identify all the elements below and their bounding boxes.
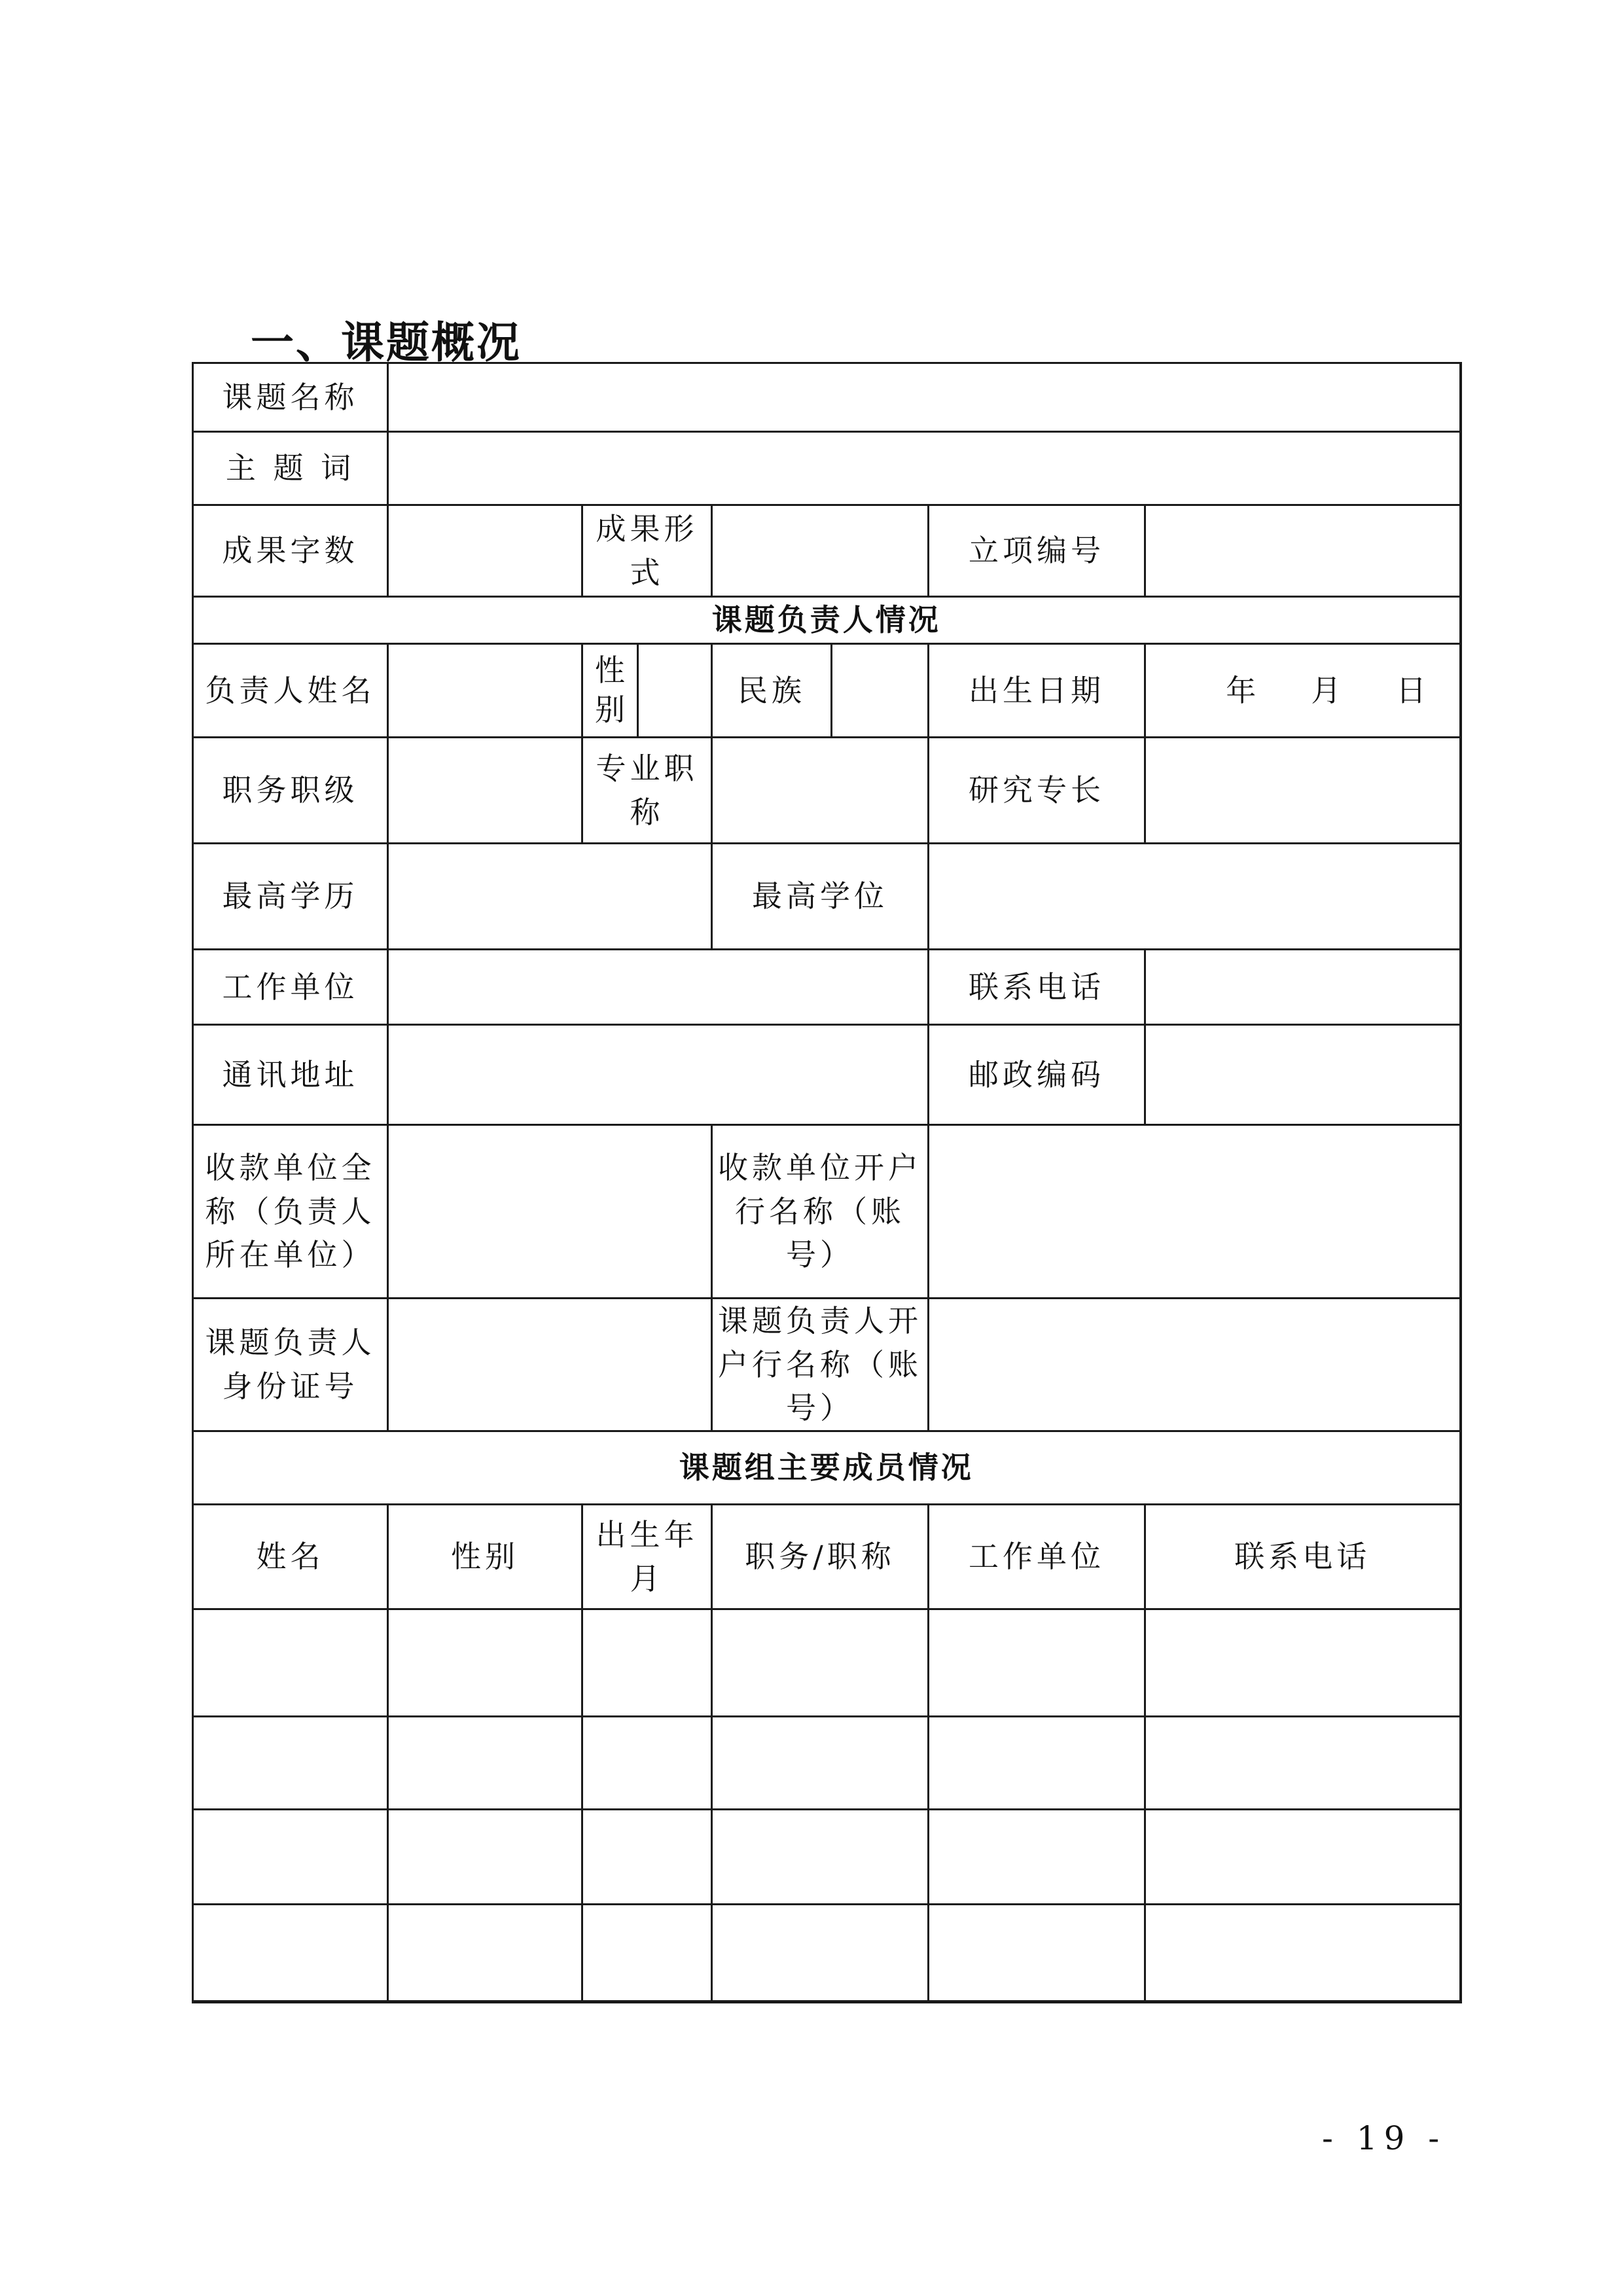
project-number-label: 立项编号	[929, 505, 1145, 597]
specialty-field[interactable]	[1145, 738, 1461, 844]
member-title-cell[interactable]	[712, 1717, 929, 1810]
members-col-gender: 性别	[388, 1505, 582, 1609]
payee-label: 收款单位全称（负责人所在单位）	[193, 1125, 388, 1299]
member-gender-cell[interactable]	[388, 1717, 582, 1810]
member-name-cell[interactable]	[193, 1810, 388, 1905]
member-phone-cell[interactable]	[1145, 1717, 1461, 1810]
leader-bank-field[interactable]	[929, 1299, 1461, 1431]
member-work-unit-cell[interactable]	[929, 1905, 1145, 2002]
leader-bank-label: 课题负责人开户行名称（账号）	[712, 1299, 929, 1431]
member-birth-cell[interactable]	[582, 1717, 712, 1810]
position-field[interactable]	[388, 738, 582, 844]
member-title-cell[interactable]	[712, 1609, 929, 1717]
member-title-cell[interactable]	[712, 1905, 929, 2002]
member-phone-cell[interactable]	[1145, 1905, 1461, 2002]
member-work-unit-cell[interactable]	[929, 1609, 1145, 1717]
work-unit-field[interactable]	[388, 950, 929, 1025]
word-count-field[interactable]	[388, 505, 582, 597]
members-section-heading: 课题组主要成员情况	[193, 1431, 1461, 1505]
work-unit-label: 工作单位	[193, 950, 388, 1025]
member-name-cell[interactable]	[193, 1905, 388, 2002]
result-form-label: 成果形式	[582, 505, 712, 597]
degree-label: 最高学位	[712, 844, 929, 950]
word-count-label: 成果字数	[193, 505, 388, 597]
address-field[interactable]	[388, 1025, 929, 1125]
member-row	[193, 1609, 1461, 1717]
member-row	[193, 1810, 1461, 1905]
day-label: 日	[1396, 672, 1431, 708]
leader-section-heading: 课题负责人情况	[193, 597, 1461, 644]
member-row	[193, 1905, 1461, 2002]
topic-name-label: 课题名称	[193, 363, 388, 432]
address-label: 通讯地址	[193, 1025, 388, 1125]
birth-date-label: 出生日期	[929, 644, 1145, 738]
member-phone-cell[interactable]	[1145, 1609, 1461, 1717]
member-phone-cell[interactable]	[1145, 1810, 1461, 1905]
member-birth-cell[interactable]	[582, 1810, 712, 1905]
members-col-title: 职务/职称	[712, 1505, 929, 1609]
gender-label: 性别	[582, 644, 638, 738]
project-overview-form	[192, 362, 1462, 2003]
page-number: - 19 -	[1322, 2119, 1446, 2157]
month-label: 月	[1311, 672, 1346, 708]
degree-field[interactable]	[929, 844, 1461, 950]
keywords-label: 主 题 词	[193, 432, 388, 505]
id-number-field[interactable]	[388, 1299, 712, 1431]
member-name-cell[interactable]	[193, 1717, 388, 1810]
birth-date-field[interactable]	[1145, 644, 1461, 738]
title-field[interactable]	[712, 738, 929, 844]
phone-field[interactable]	[1145, 950, 1461, 1025]
education-field[interactable]	[388, 844, 712, 950]
gender-field[interactable]	[638, 644, 712, 738]
payee-field[interactable]	[388, 1125, 712, 1299]
member-row	[193, 1717, 1461, 1810]
leader-name-label: 负责人姓名	[193, 644, 388, 738]
education-label: 最高学历	[193, 844, 388, 950]
member-birth-cell[interactable]	[582, 1609, 712, 1717]
members-col-birth: 出生年月	[582, 1505, 712, 1609]
member-gender-cell[interactable]	[388, 1810, 582, 1905]
payee-bank-field[interactable]	[929, 1125, 1461, 1299]
member-work-unit-cell[interactable]	[929, 1717, 1145, 1810]
member-birth-cell[interactable]	[582, 1905, 712, 2002]
leader-name-field[interactable]	[388, 644, 582, 738]
members-col-name: 姓名	[193, 1505, 388, 1609]
member-work-unit-cell[interactable]	[929, 1810, 1145, 1905]
members-col-work-unit: 工作单位	[929, 1505, 1145, 1609]
topic-name-field[interactable]	[388, 363, 1461, 432]
section-title: 一、课题概况	[251, 317, 522, 368]
position-label: 职务职级	[193, 738, 388, 844]
specialty-label: 研究专长	[929, 738, 1145, 844]
member-name-cell[interactable]	[193, 1609, 388, 1717]
phone-label: 联系电话	[929, 950, 1145, 1025]
ethnicity-field[interactable]	[832, 644, 929, 738]
member-title-cell[interactable]	[712, 1810, 929, 1905]
year-label: 年	[1226, 672, 1260, 708]
postcode-label: 邮政编码	[929, 1025, 1145, 1125]
id-number-label: 课题负责人身份证号	[193, 1299, 388, 1431]
result-form-field[interactable]	[712, 505, 929, 597]
ethnicity-label: 民族	[712, 644, 832, 738]
title-label: 专业职称	[582, 738, 712, 844]
keywords-field[interactable]	[388, 432, 1461, 505]
payee-bank-label: 收款单位开户行名称（账号）	[712, 1125, 929, 1299]
members-col-phone: 联系电话	[1145, 1505, 1461, 1609]
member-gender-cell[interactable]	[388, 1905, 582, 2002]
project-number-field[interactable]	[1145, 505, 1461, 597]
postcode-field[interactable]	[1145, 1025, 1461, 1125]
member-gender-cell[interactable]	[388, 1609, 582, 1717]
